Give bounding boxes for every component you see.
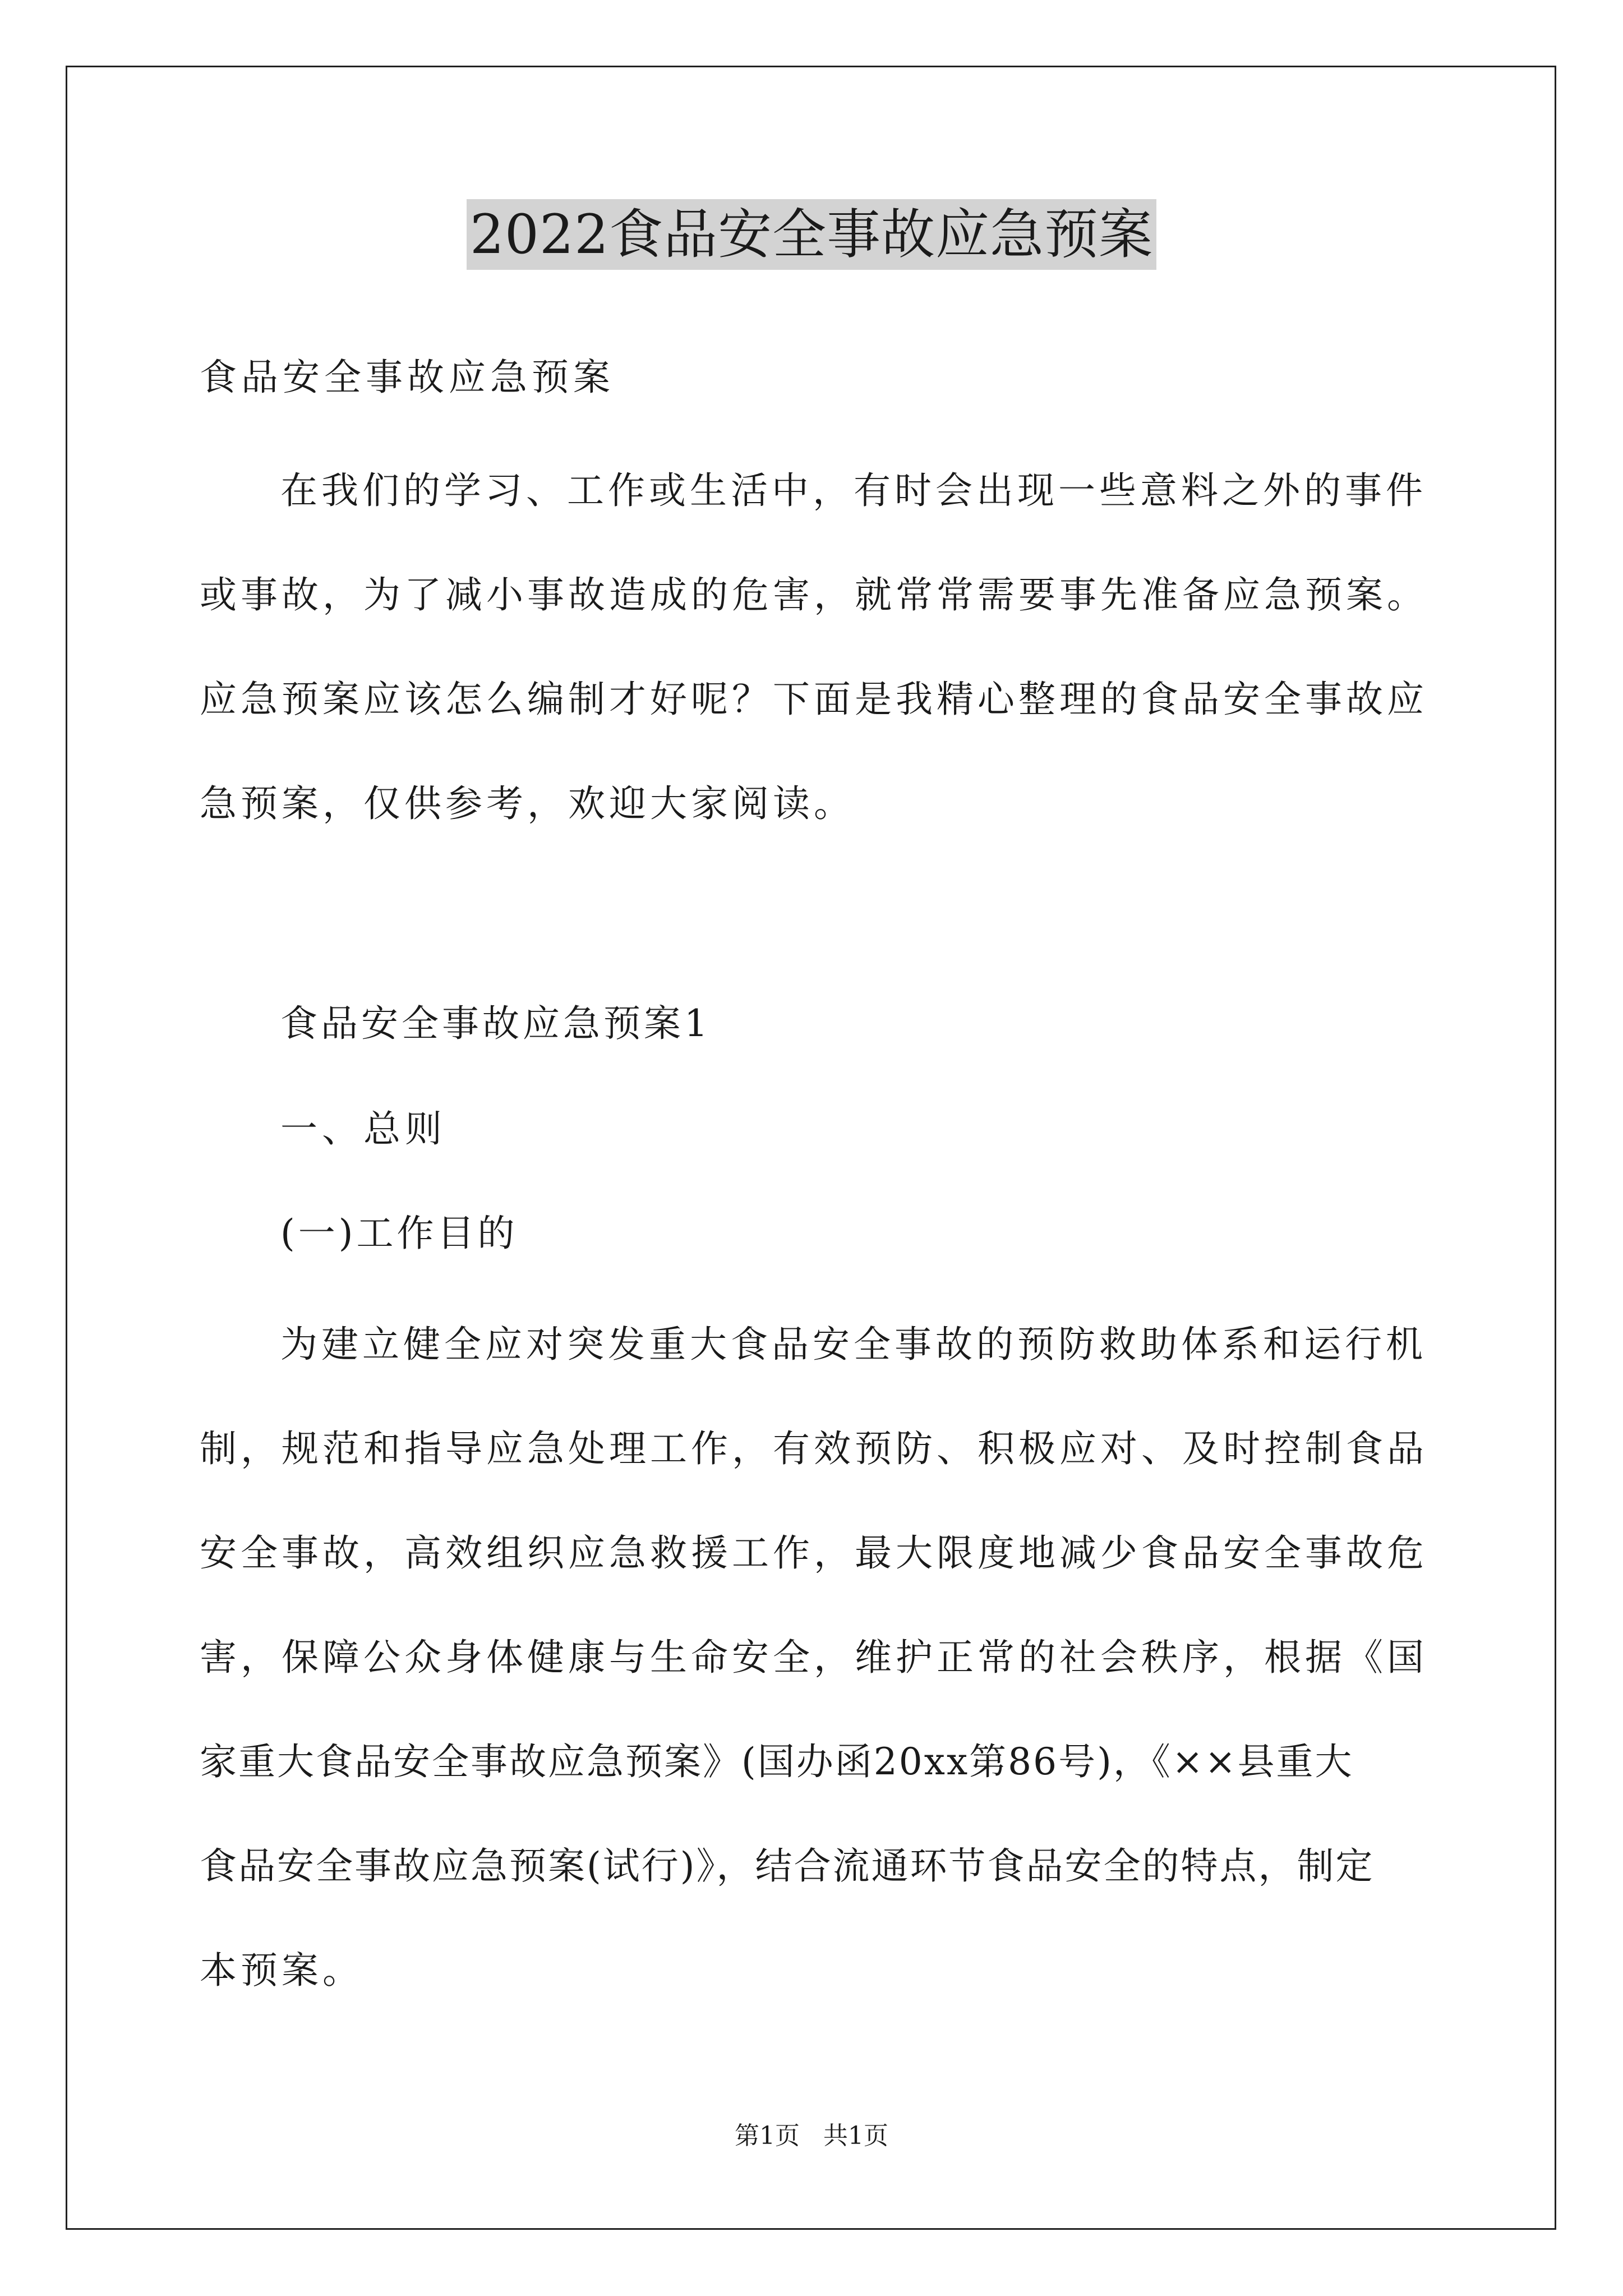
paragraph-line: 本预案。 <box>200 1949 363 1992</box>
paragraph-line: 食品安全事故应急预案(试行)》，结合流通环节食品安全的特点，制定 <box>200 1844 1375 1888</box>
paragraph-line: 在我们的学习、工作或生活中，有时会出现一些意料之外的事件 <box>280 469 1427 512</box>
paragraph-line: 急预案，仅供参考，欢迎大家阅读。 <box>200 782 855 825</box>
purpose-paragraph <box>200 1292 1427 2023</box>
page-footer <box>0 2119 1623 2153</box>
paragraph-line: 或事故，为了减小事故造成的危害，就常常需要事先准备应急预案。 <box>200 573 1428 616</box>
paragraph-line: 害，保障公众身体健康与生命安全，维护正常的社会秩序，根据《国 <box>200 1636 1428 1679</box>
paragraph-line: 制，规范和指导应急处理工作，有效预防、积极应对、及时控制食品 <box>200 1427 1428 1470</box>
heading-general: 一、总则 <box>280 1107 446 1151</box>
page-number-total: 共1页 <box>823 2122 888 2150</box>
intro-paragraph <box>200 439 1427 856</box>
document-subtitle: 食品安全事故应急预案 <box>200 356 615 399</box>
title-container <box>0 199 1623 270</box>
paragraph-line: 家重大食品安全事故应急预案》(国办函20xx第86号)，《××县重大 <box>200 1740 1354 1783</box>
document-title: 2022食品安全事故应急预案 <box>467 199 1156 270</box>
page-number-current: 第1页 <box>735 2122 800 2150</box>
paragraph-line: 为建立健全应对突发重大食品安全事故的预防救助体系和运行机 <box>280 1323 1427 1366</box>
paragraph-line: 应急预案应该怎么编制才好呢？下面是我精心整理的食品安全事故应 <box>200 678 1428 721</box>
paragraph-line: 安全事故，高效组织应急救援工作，最大限度地减少食品安全事故危 <box>200 1531 1428 1575</box>
section-heading: 食品安全事故应急预案1 <box>280 1002 711 1045</box>
heading-purpose: (一)工作目的 <box>280 1212 518 1255</box>
